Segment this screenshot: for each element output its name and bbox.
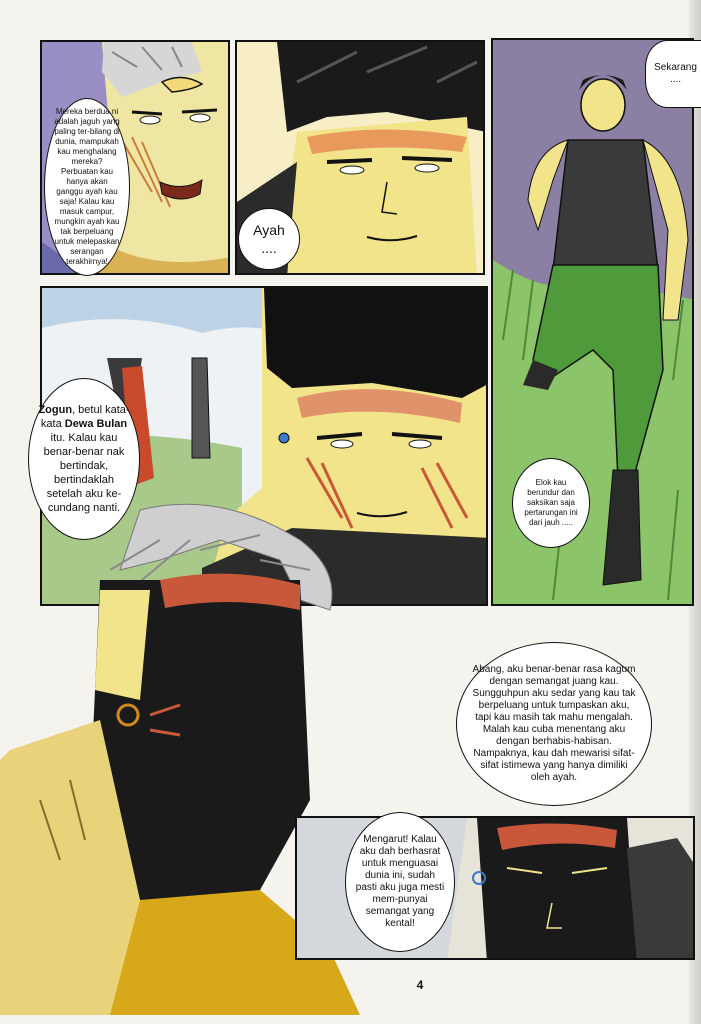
speech-text: Mereka berdua ni adalah jaguh yang paling ter-bilang di dunia, mampukah kau menghalang mereka? Perbuatan kau hanya akan ganggu ayah kau saja! Kalau kau masuk campur, mungkin ayah kau tak berpeluang untuk melepaskan serangan terakhirnya! (54, 107, 120, 266)
speech-text: Ayah .... (253, 222, 285, 256)
speech-bubble-panel-2 (238, 208, 300, 270)
speech-text-part: , betul kata-kata (40, 404, 130, 430)
speech-text-part: itu. Kalau kau benar-benar nak bertindak, bertindaklah setelah aku ke-cundang nanti. (43, 432, 125, 514)
speech-text: Mengarut! Kalau aku dah berhasrat untuk menguasai dunia ini, sudah pasti aku juga mesti mem-punyai semangat yang kental! (355, 834, 445, 929)
speech-bubble-panel-3-top (645, 40, 701, 108)
character-name-dewa-bulan: Dewa Bulan (64, 418, 128, 430)
speech-bubble-panel-5 (456, 642, 652, 806)
speech-text: Abang, aku benar-benar rasa kagum dengan semangat juang kau. Sungguhpun aku sedar yang kau tak berpeluang untuk tumpaskan aku, tapi kau masih tak mahu mengalah. Malah kau cuba menentang aku dengan berhabis-habisan. Nampaknya, kau dah mewarisi sifat-sifat istimewa yang hanya dimiliki oleh ayah. (472, 664, 636, 783)
speech-bubble-panel-6 (345, 812, 455, 952)
speech-text (29, 403, 139, 515)
page-number: 4 (416, 978, 424, 992)
speech-bubble-panel-1 (44, 98, 130, 276)
character-name-zogun: Zogun (38, 404, 73, 416)
speech-text: Sekarang .... (654, 62, 697, 85)
speech-bubble-panel-3-bottom (512, 458, 590, 548)
speech-text: Elok kau berundur dan saksikan saja pertarungan ini dari jauh ..... (524, 478, 578, 527)
